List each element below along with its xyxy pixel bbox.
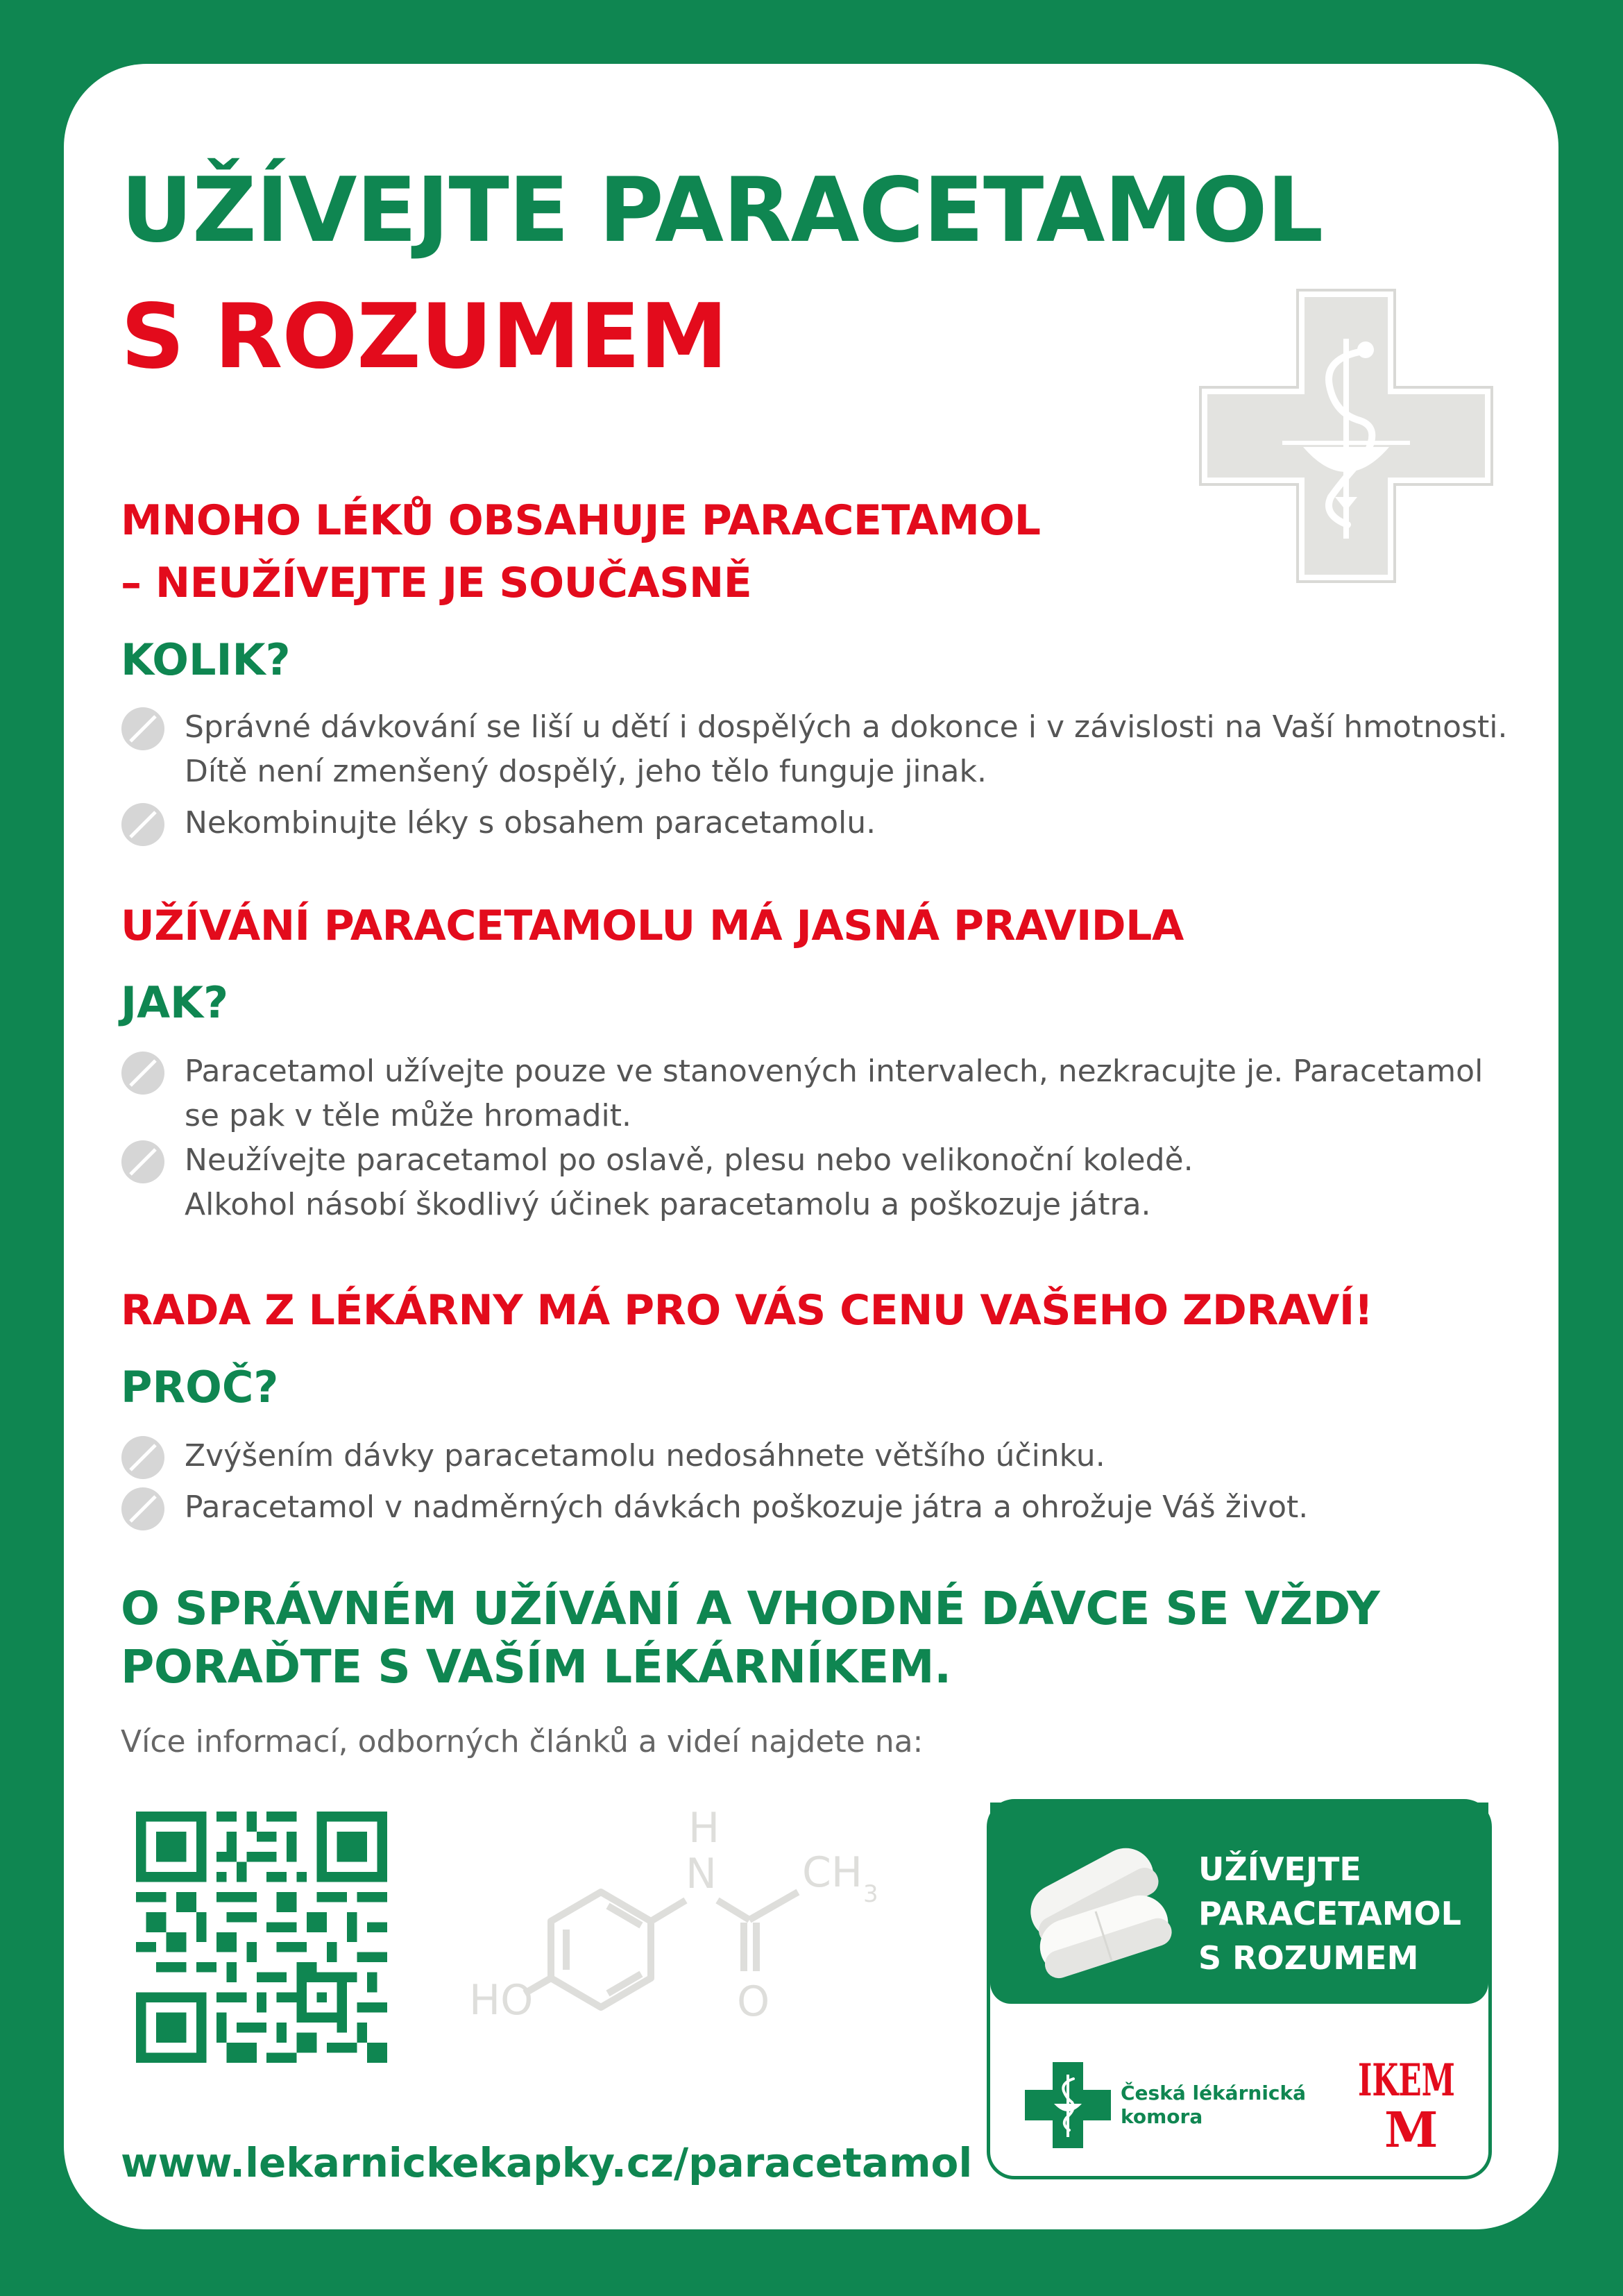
pill-icon: [121, 1140, 165, 1184]
badge-line-3: S ROZUMEM: [1198, 1939, 1419, 1977]
title-line-1: UŽÍVEJTE PARACETAMOL: [121, 159, 1323, 262]
section-2-subheading: JAK?: [121, 977, 229, 1028]
molecule-ho-label: HO: [469, 1976, 534, 2025]
section-1-subheading: KOLIK?: [121, 634, 291, 685]
bullet-text: se pak v těle může hromadit.: [185, 1098, 632, 1133]
bullet-text: Paracetamol užívejte pouze ve stanovených intervalech, nezkracujte je. Paracetamol: [185, 1054, 1484, 1089]
molecule-h-label: H: [688, 1804, 720, 1852]
section-2-heading: UŽÍVÁNÍ PARACETAMOLU MÁ JASNÁ PRAVIDLA: [121, 902, 1184, 950]
badge-line-1: UŽÍVEJTE: [1198, 1850, 1361, 1888]
molecule-o-label: O: [737, 1977, 770, 2026]
section-3-heading: RADA Z LÉKÁRNY MÁ PRO VÁS CENU VAŠEHO ZDRAVÍ!: [121, 1286, 1373, 1335]
ikem-logo-bottom: M: [1384, 2101, 1438, 2159]
bullet-text: Alkohol násobí škodlivý účinek paracetamolu a poškozuje játra.: [185, 1187, 1151, 1222]
pharmacy-cross-icon: [1199, 289, 1493, 583]
poster-card: [64, 64, 1558, 2229]
ikem-logo-top: IKEM: [1358, 2054, 1455, 2107]
section-1-heading-line-2: – NEUŽÍVEJTE JE SOUČASNĚ: [121, 559, 752, 607]
bullet-text: Nekombinujte léky s obsahem paracetamolu.: [185, 805, 876, 841]
bullet-text: Paracetamol v nadměrných dávkách poškozuje játra a ohrožuje Váš život.: [185, 1489, 1309, 1525]
pill-icon: [121, 707, 165, 751]
ikem-logo-icon: [1358, 2052, 1455, 2159]
pill-icon: [121, 1051, 165, 1095]
closing-line-2: PORAĎTE S VAŠÍM LÉKÁRNÍKEM.: [121, 1640, 951, 1694]
pills-icon: [1018, 1836, 1164, 1975]
molecule-icon: [469, 1789, 983, 2102]
molecule-ch3-label: CH: [802, 1848, 863, 1897]
website-link[interactable]: www.lekarnickekapky.cz/paracetamol: [121, 2139, 973, 2186]
org-name-line-2: komora: [1121, 2105, 1203, 2128]
pill-icon: [121, 1487, 165, 1531]
section-1-heading-line-1: MNOHO LÉKŮ OBSAHUJE PARACETAMOL: [121, 496, 1041, 545]
section-3-subheading: PROČ?: [121, 1362, 279, 1412]
molecule-ch3-subscript: 3: [863, 1880, 878, 1908]
badge-header: [990, 1803, 1488, 2004]
title-line-2: S ROZUMEM: [121, 285, 728, 389]
closing-line-1: O SPRÁVNÉM UŽÍVÁNÍ A VHODNÉ DÁVCE SE VŽDY: [121, 1582, 1380, 1635]
bullet-text: Neužívejte paracetamol po oslavě, plesu nebo velikonoční koledě.: [185, 1142, 1193, 1178]
campaign-badge: [987, 1799, 1492, 2179]
pill-icon: [121, 1435, 165, 1480]
molecule-n-label: N: [686, 1850, 717, 1898]
bullet-text: Dítě není zmenšený dospělý, jeho tělo funguje jinak.: [185, 754, 987, 789]
more-info-text: Více informací, odborných článků a videí najdete na:: [121, 1724, 924, 1759]
bullet-text: Zvýšením dávky paracetamolu nedosáhnete většího účinku.: [185, 1438, 1105, 1474]
badge-line-2: PARACETAMOL: [1198, 1895, 1461, 1932]
ceska-lekarnicka-komora-logo-icon: [1023, 2061, 1112, 2150]
pill-icon: [121, 802, 165, 847]
qr-code-icon[interactable]: [136, 1812, 387, 2063]
org-name-line-1: Česká lékárnická: [1121, 2082, 1307, 2104]
bullet-text: Správné dávkování se liší u dětí i dospělých a dokonce i v závislosti na Vaší hmotnosti.: [185, 709, 1508, 745]
